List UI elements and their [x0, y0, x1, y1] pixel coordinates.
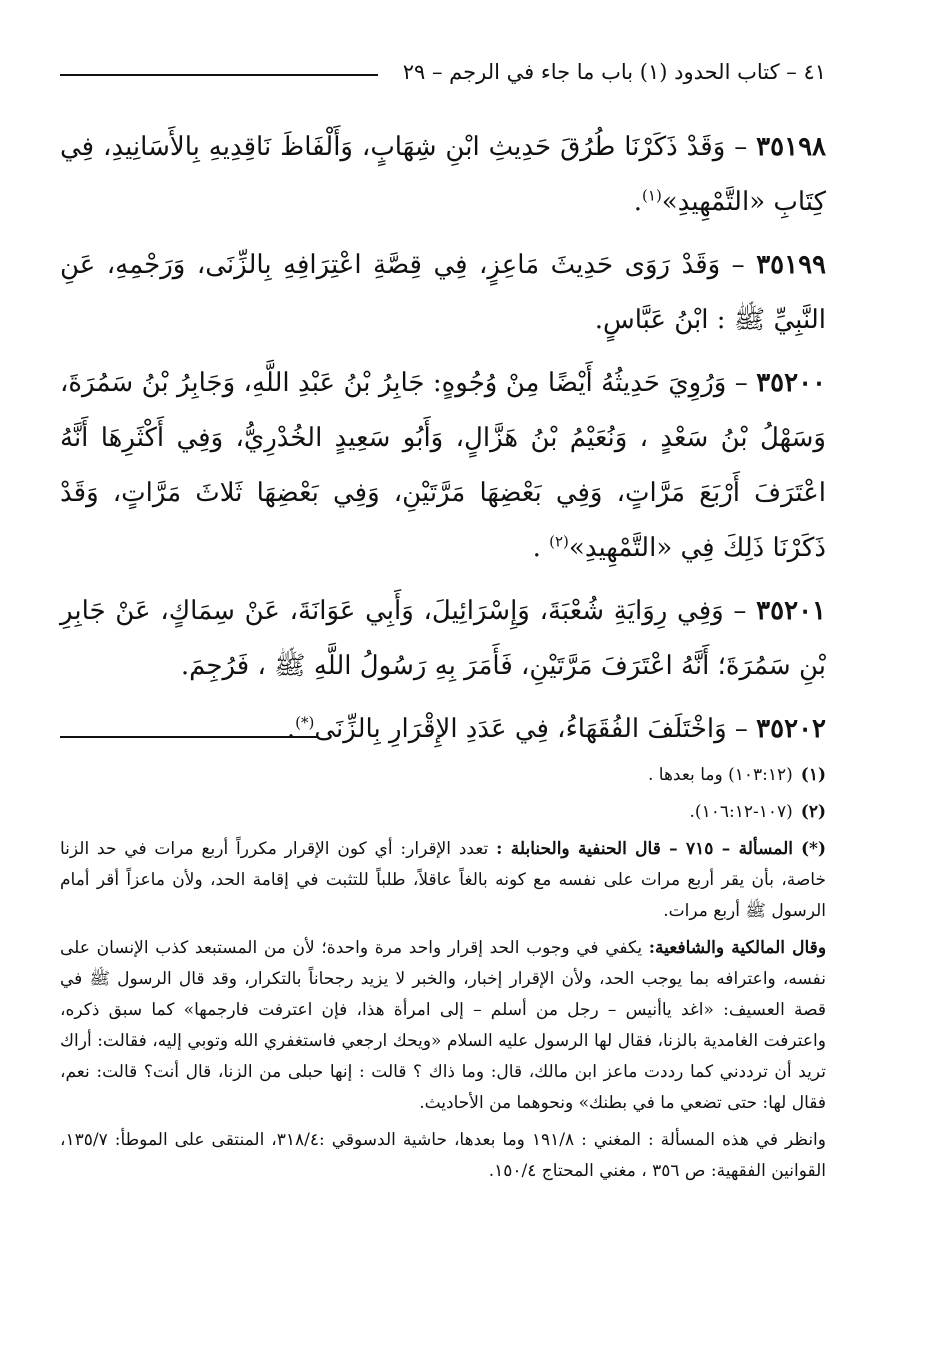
footnote-text: (١٠٣:١٢) وما بعدها .: [647, 765, 793, 785]
footnote-ref[interactable]: (*): [295, 713, 315, 732]
running-header: [60, 52, 826, 92]
footnote-label: (١): [800, 765, 826, 785]
paragraph: [60, 584, 826, 694]
footnote-heading: وقال المالكية والشافعية:: [648, 938, 827, 958]
footnote-label: (٢): [800, 802, 826, 822]
paragraph-number: ٣٥١٩٨: [756, 132, 826, 162]
paragraph-number: ٣٥٢٠٢: [756, 714, 826, 744]
paragraph-end: .: [633, 187, 643, 217]
paragraph: [60, 120, 826, 230]
paragraph-number: ٣٥١٩٩: [756, 250, 827, 280]
paragraph-text: – وَفِي رِوَايَةِ شُعْبَةَ، وَإِسْرَائِيلَ، وَأَبِي عَوَانَةَ، عَنْ سِمَاكٍ، عَنْ جَابِرِ بْنِ سَمُرَةَ؛ أَنَّهُ اعْتَرَفَ مَرَّتَيْنِ، فَأَمَرَ بِهِ رَسُولُ اللَّهِ ﷺ ، فَرُجِمَ.: [60, 596, 826, 681]
paragraph-text: – وَرُوِيَ حَدِيثُهُ أَيْضًا مِنْ وُجُوهٍ: جَابِرُ بْنُ عَبْدِ اللَّهِ، وَجَابِرُ بْنُ سَمُرَةَ، وَسَهْلُ بْنُ سَعْدٍ ، وَنُعَيْمُ بْنُ هَزَّالٍ، وَأَبُو سَعِيدٍ الخُدْرِيُّ، وَفِي أَكْثَرِهَا أَنَّهُ اعْتَرَفَ أَرْبَعَ مَرَّاتٍ، وَفِي بَعْضِهَا مَرَّتَيْنِ، وَفِي بَعْضِهَا ثَلاثَ مَرَّاتٍ، وَقَدْ ذَكَرْنَا ذَلِكَ فِي «التَّمْهِيدِ»: [60, 368, 827, 563]
footnotes: [60, 760, 826, 1193]
footnote-text: وانظر في هذه المسألة : المغني : ١٩١/٨ وما بعدها، حاشية الدسوقي :٣١٨/٤، المنتقى على الموطأ: ١٣٥/٧، القوانين الفقهية: ص ٣٥٦ ، مغني المحتاج ١٥٠/٤.: [60, 1130, 826, 1181]
main-text: [60, 120, 826, 765]
footnote-divider: [60, 736, 318, 738]
footnote-paragraph: [60, 933, 826, 1119]
footnote-text: تعدد الإقرار: أي كون الإقرار مكرراً أربع مرات في حد الزنا خاصة، بأن يقر أربع مرات على نفسه مع كونه بالغاً عاقلاً، طلباً للتثبت في إقامة الحد، ولأن ماعزاً أقر أمام الرسول ﷺ أربع مرات.: [60, 839, 826, 921]
footnote-text: (١٠٧-١٠٦:١٢).: [689, 802, 793, 822]
footnote-star: [60, 834, 826, 927]
paragraph: [60, 702, 826, 757]
paragraph: [60, 356, 826, 576]
paragraph-text: – وَقَدْ ذَكَرْنَا طُرُقَ حَدِيثِ ابْنِ شِهَابٍ، وَأَلْفَاظَ نَاقِدِيهِ بِالأَسَانِيدِ، فِي كِتَابِ «التَّمْهِيدِ»: [60, 132, 826, 217]
paragraph-end: .: [532, 533, 550, 563]
footnote-paragraph: [60, 1125, 826, 1187]
paragraph-text: – وَاخْتَلَفَ الفُقَهَاءُ، فِي عَدَدِ الإِقْرَارِ بِالزِّنَى: [314, 714, 748, 744]
footnote-ref[interactable]: (٢): [549, 532, 569, 551]
footnote: [60, 760, 826, 791]
header-title: ٤١ – كتاب الحدود (١) باب ما جاء في الرجم – ٢٩: [402, 60, 826, 84]
header-rule: [60, 74, 378, 76]
paragraph: [60, 238, 826, 348]
paragraph-number: ٣٥٢٠٠: [756, 368, 827, 398]
footnote-heading: المسألة – ٧١٥ – قال الحنفية والحنابلة :: [496, 839, 794, 859]
footnote-label: (*): [801, 839, 826, 859]
footnote-text: يكفي في وجوب الحد إقرار واحد مرة واحدة؛ لأن من المستبعد كذب الإنسان على نفسه، واعترافه بما يوجب الحد، ولأن الإقرار إخبار، والخبر لا يزيد رجحاناً بالتكرار، وقد قال الرسول ﷺ في قصة العسيف: «اغد ياأنيس – رجل من أسلم – إلى امرأة هذا، فإن اعترفت فارجمها» كما سبق ذكره، واعترفت الغامدية بالزنا، فقال لها الرسول عليه السلام «ويحك ارجعي فاستغفري الله وتوبي إليه، فقالت: أراك تريد أن ترددني كما رددت ماعز ابن مالك، قال: وما ذاك ؟ قالت : إنها حبلى من الزنا، قال أنت؟ قالت: نعم، فقال لها: حتى تضعي ما في بطنك» ونحوهما من الأحاديث.: [60, 938, 826, 1113]
paragraph-text: – وَقَدْ رَوَى حَدِيثَ مَاعِزٍ، فِي قِصَّةِ اعْتِرَافِهِ بِالزِّنَى، وَرَجْمِهِ، عَنِ النَّبِيِّ ﷺ : ابْنُ عَبَّاسٍ.: [60, 250, 826, 335]
paragraph-end: .: [286, 714, 296, 744]
footnote: [60, 797, 826, 828]
paragraph-number: ٣٥٢٠١: [756, 596, 826, 626]
page: [60, 0, 826, 1368]
footnote-ref[interactable]: (١): [642, 186, 662, 205]
